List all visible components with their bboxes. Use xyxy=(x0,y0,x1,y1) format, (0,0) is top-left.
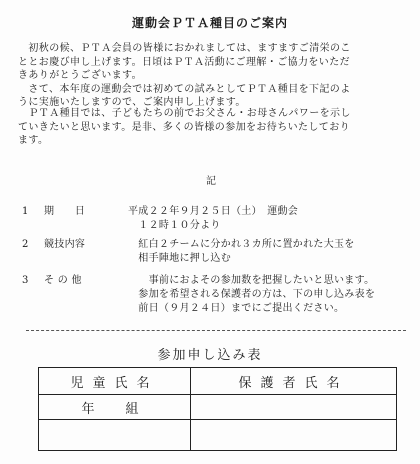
item-number: 2 xyxy=(22,239,29,250)
form-header-row xyxy=(39,368,397,395)
guardian-name-cell[interactable] xyxy=(190,395,396,420)
text-line: うに実施いたしますので、ご案内申し上げます。 xyxy=(18,97,246,108)
grade-class-cell[interactable]: 年 組 xyxy=(39,395,191,420)
text-line: 平成２２年９月２５日（土） 運動会 xyxy=(128,206,299,217)
text-line: ととお慶び申し上げます。日頃はＰＴＡ活動にご理解・ご協力をいただ xyxy=(18,56,350,68)
item-number: 3 xyxy=(22,275,29,286)
text-line: 相手陣地に押し込む xyxy=(128,253,231,264)
intro-paragraph xyxy=(18,42,410,110)
pta-paragraph xyxy=(18,107,410,148)
text-line: さて、本年度の運動会では初めての試みとしてＰＴＡ種目を下記のよ xyxy=(18,83,351,95)
form-row-name xyxy=(39,420,397,451)
text-line: ＰＴＡ種目では、子どもたちの前でお父さん・お母さんパワーを示し xyxy=(18,108,351,119)
text-line: ていきたいと思います。是非、多くの皆様の参加をお待ちいたしており xyxy=(18,121,350,133)
item-content-event xyxy=(128,238,355,266)
text-line: １２時１０分より xyxy=(128,220,221,231)
child-name-header: 児童氏名 xyxy=(39,368,191,395)
text-line: ます。 xyxy=(18,135,49,146)
document-title: 運動会ＰＴＡ種目のご案内 xyxy=(131,16,288,30)
application-form-table xyxy=(38,367,397,451)
item-content-date xyxy=(128,205,298,233)
child-name-cell[interactable] xyxy=(39,420,191,451)
text-line: 事前におよその参加数を把握したいと思います。 xyxy=(128,275,375,286)
item-label-date: 期 日 xyxy=(44,206,86,217)
guardian-name-header: 保護者氏名 xyxy=(190,368,396,395)
item-label-event: 競技内容 xyxy=(44,239,86,250)
cut-line xyxy=(26,330,406,331)
text-line: 参加を希望される保護者の方は、下の申し込み表を xyxy=(128,289,376,300)
text-line: きありがとうございます。 xyxy=(18,70,142,81)
text-line: 紅白２チームに分かれ３カ所に置かれた大玉を xyxy=(128,239,355,250)
ki-heading: 記 xyxy=(206,176,216,187)
form-title: 参加申し込み表 xyxy=(157,348,263,363)
item-content-other xyxy=(128,274,375,316)
form-row-grade xyxy=(39,395,397,420)
item-number: 1 xyxy=(22,206,29,217)
guardian-name-cell-2[interactable] xyxy=(190,420,396,451)
text-line: 初秋の候、ＰＴＡ会員の皆様におかれましては、ますますご清栄のこ xyxy=(18,43,351,54)
item-label-other: そ の 他 xyxy=(44,275,82,286)
text-line: 前日（９月２４日）までにご提出ください。 xyxy=(128,303,345,314)
